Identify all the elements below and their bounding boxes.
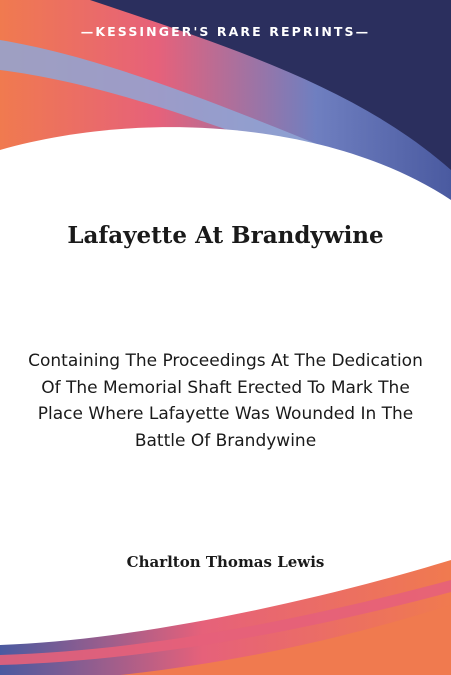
book-title: Lafayette At Brandywine (67, 222, 384, 249)
book-subtitle: Containing The Proceedings At The Dedication Of The Memorial Shaft Erected To Mark The Place Where Lafayette Was Wounded In The Battle Of Brandywine (28, 351, 423, 451)
book-author: Charlton Thomas Lewis (126, 553, 325, 571)
series-banner: —KESSINGER'S RARE REPRINTS— (80, 24, 371, 39)
